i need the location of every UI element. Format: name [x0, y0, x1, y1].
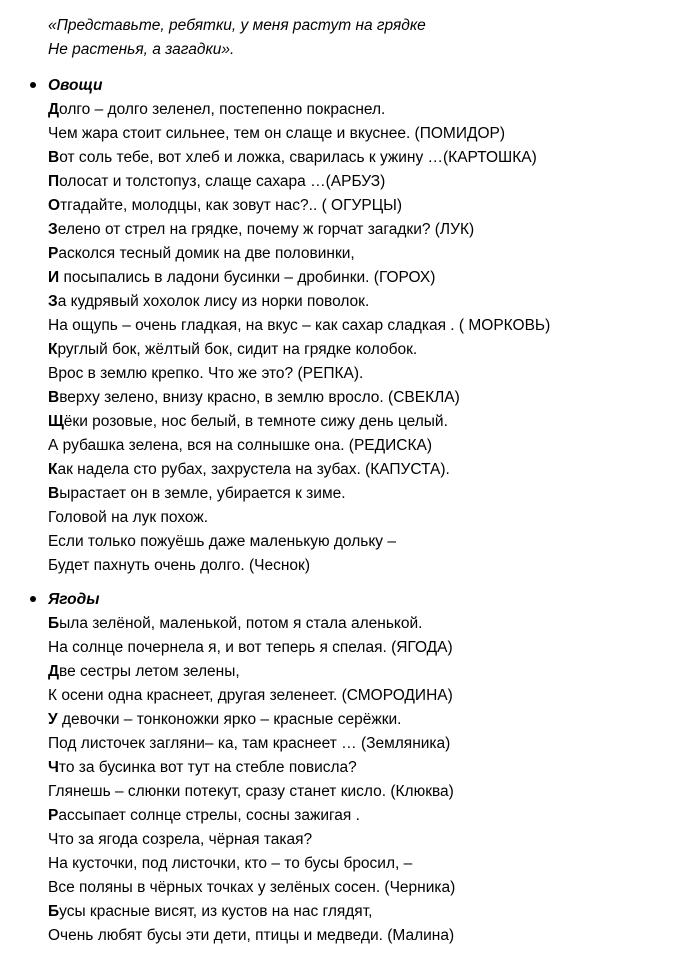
riddle-text: Головой на лук похож. [48, 509, 209, 526]
riddle-initial: В [48, 389, 60, 406]
riddle-line [48, 756, 455, 780]
riddle-line [48, 314, 550, 338]
riddle-initial: У [48, 711, 58, 728]
riddle-list-vegetables [48, 98, 550, 578]
riddle-initial: П [48, 173, 60, 190]
riddle-line [48, 170, 550, 194]
riddle-text: верху зелено, внизу красно, в землю вросло. (СВЕКЛА) [59, 389, 460, 406]
riddle-line [48, 434, 550, 458]
riddle-line [48, 146, 550, 170]
riddle-line [48, 458, 550, 482]
riddle-line [48, 852, 455, 876]
riddle-text: посыпались в ладони бусинки – дробинки. (ГОРОХ) [59, 269, 436, 286]
riddle-line [48, 924, 455, 948]
riddle-text: ассыпает солнце стрелы, сосны зажигая . [58, 807, 360, 824]
riddle-text: Что за ягода созрела, чёрная такая? [48, 831, 313, 848]
bullet-icon [30, 596, 36, 602]
section-title: Овощи [48, 77, 103, 94]
riddle-line [48, 900, 455, 924]
riddle-text: девочки – тонконожки ярко – красные серёжки. [57, 711, 402, 728]
riddle-text: а кудрявый хохолок лису из норки поволок. [57, 293, 370, 310]
riddle-initial: В [48, 485, 60, 502]
riddle-text: ак надела сто рубах, захрустела на зубах. (КАПУСТА). [57, 461, 450, 478]
riddle-initial: К [48, 341, 58, 358]
riddle-line [48, 266, 550, 290]
riddle-initial: К [48, 461, 58, 478]
riddle-initial: Б [48, 903, 60, 920]
riddle-line [48, 362, 550, 386]
riddle-line [48, 482, 550, 506]
section-heading-berries [30, 588, 99, 612]
riddle-line [48, 780, 455, 804]
riddle-text: На ощупь – очень гладкая, на вкус – как сахар сладкая . ( МОРКОВЬ) [48, 317, 551, 334]
riddle-line [48, 338, 550, 362]
riddle-text: ве сестры летом зелены, [59, 663, 240, 680]
riddle-text: олго – долго зеленел, постепенно покраснел. [59, 101, 386, 118]
riddle-initial: Д [48, 663, 60, 680]
riddle-line [48, 410, 550, 434]
riddle-list-berries [48, 612, 455, 948]
riddle-line [48, 732, 455, 756]
riddle-line [48, 660, 455, 684]
riddle-text: Чем жара стоит сильнее, тем он слаще и вкуснее. (ПОМИДОР) [48, 125, 506, 142]
riddle-line [48, 708, 455, 732]
riddle-text: асколся тесный домик на две половинки, [58, 245, 355, 262]
riddle-text: Очень любят бусы эти дети, птицы и медведи. (Малина) [48, 927, 455, 944]
riddle-text: На солнце почернела я, и вот теперь я спелая. (ЯГОДА) [48, 639, 453, 656]
riddle-line [48, 530, 550, 554]
riddle-line [48, 876, 455, 900]
riddle-text: Под листочек загляни– ка, там краснеет … (Земляника) [48, 735, 451, 752]
riddle-line [48, 554, 550, 578]
riddle-initial: З [48, 221, 58, 238]
riddle-text: Если только пожуёшь даже маленькую дольку – [48, 533, 396, 550]
riddle-text: олосат и толстопуз, слаще сахара …(АРБУЗ) [59, 173, 386, 190]
riddle-line [48, 386, 550, 410]
riddle-text: руглый бок, жёлтый бок, сидит на грядке колобок. [57, 341, 418, 358]
bullet-icon [30, 82, 36, 88]
riddle-line [48, 290, 550, 314]
riddle-text: Будет пахнуть очень долго. (Чеснок) [48, 557, 310, 574]
section-heading-vegetables [30, 74, 102, 98]
riddle-initial: И [48, 269, 60, 286]
riddle-text: усы красные висят, из кустов на нас глядят, [59, 903, 373, 920]
section-title: Ягоды [48, 591, 100, 608]
riddle-initial: З [48, 293, 58, 310]
riddle-text: от соль тебе, вот хлеб и ложка, сварилась к ужину …(КАРТОШКА) [59, 149, 537, 166]
riddle-text: тгадайте, молодцы, как зовут нас?.. ( ОГУРЦЫ) [60, 197, 403, 214]
riddle-line [48, 218, 550, 242]
riddle-initial: О [48, 197, 61, 214]
riddle-line [48, 194, 550, 218]
riddle-initial: Р [48, 807, 59, 824]
riddle-line [48, 242, 550, 266]
riddle-text: Глянешь – слюнки потекут, сразу станет кисло. (Клюква) [48, 783, 454, 800]
riddle-line [48, 636, 455, 660]
riddle-line [48, 684, 455, 708]
riddle-text: ырастает он в земле, убирается к зиме. [59, 485, 346, 502]
riddle-initial: Р [48, 245, 59, 262]
intro-line: «Представьте, ребятки, у меня растут на грядке [48, 17, 426, 34]
riddle-text: На кусточки, под листочки, кто – то бусы бросил, – [48, 855, 413, 872]
riddle-initial: Ч [48, 759, 59, 776]
riddle-text: ыла зелёной, маленькой, потом я стала аленькой. [59, 615, 423, 632]
riddle-text: К осени одна краснеет, другая зеленеет. (СМОРОДИНА) [48, 687, 453, 704]
riddle-text: Все поляны в чёрных точках у зелёных сосен. (Черника) [48, 879, 456, 896]
riddle-text: елено от стрел на грядке, почему ж горчат загадки? (ЛУК) [57, 221, 475, 238]
riddle-text: ёки розовые, нос белый, в темноте сижу день целый. [63, 413, 448, 430]
riddle-line [48, 98, 550, 122]
riddle-text: то за бусинка вот тут на стебле повисла? [58, 759, 357, 776]
riddle-line [48, 804, 455, 828]
riddle-initial: В [48, 149, 60, 166]
riddle-initial: Б [48, 615, 60, 632]
riddle-initial: Щ [48, 413, 64, 430]
riddle-line [48, 828, 455, 852]
intro-line: Не растенья, а загадки». [48, 41, 235, 58]
riddle-line [48, 506, 550, 530]
riddle-text: Врос в землю крепко. Что же это? (РЕПКА). [48, 365, 364, 382]
riddle-line [48, 122, 550, 146]
riddle-initial: Д [48, 101, 60, 118]
intro-quote [48, 14, 426, 62]
riddle-text: А рубашка зелена, вся на солнышке она. (РЕДИСКА) [48, 437, 433, 454]
riddle-line [48, 612, 455, 636]
